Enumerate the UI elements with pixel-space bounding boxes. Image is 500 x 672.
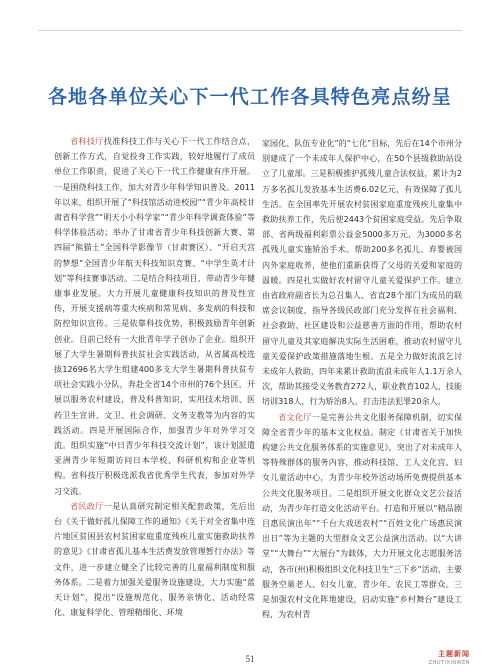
paragraph — [262, 410, 462, 623]
left-column — [54, 134, 255, 621]
article-title: 各地各单位关心下一代工作各具特色亮点纷呈 — [47, 86, 452, 108]
section-keyword: 省民政厅 — [70, 501, 104, 511]
paragraph — [262, 136, 462, 410]
header-rule — [38, 30, 462, 31]
paragraph-text: 一是认真研究制定相关配套政策，先后出台《关于做好孤儿保障工作的通知》《关于对全省集中连片地区贫困县农村贫困家庭重度残疾儿童实施救助扶养的意见》《甘肃省孤儿基本生活费发放管理暂行办法》等文件，进一步建立健全了比较完善的儿童福利制度和服务体系。二是着力加强关爱服务设施建设，大力实施“蓝天计划”，提出“设施规范化、服务亲情化、活动经常化、康复科学化、管理精细化、环境 — [54, 501, 255, 618]
paragraph — [54, 499, 255, 621]
page-number: 51 — [245, 654, 255, 664]
paragraph-text: 找准科技工作与关心下一代工作结合点，创新工作方式，自觉投身工作实践，较好地履行了成员单位工作职责，促进了关心下一代工作健康有序开展。一是围绕科技工作，加大对青少年科学知识普及。2011年以来，组织开展了“科技馆活动进校园”“青少年高校甘肃省科学营”“明天小小科学家”“青少年科学调查体验”等科学体验活动；举办了甘肃省青少年科技创新大赛、第四届“熊猫士”全国科学影像节（甘肃赛区）、“开启天宫的梦想”全国青少年航天科技知识竞赛、“中学生英才计划”等科技赛事活动。二是结合科技项目，带动青少年健康事业发展。大力开展儿童健康科技知识的普及性宣传，开展支援病等重大疾病和常见病、多发病的科技和防控知识宣传。三是依靠科技优势，积极鼓励青年创新创业。目前已经有一大批青年学子创办了企业。组织开展了大学生暑期科普扶贫社会实践活动，从省属高校选拔12696名大学生组建400多支大学生暑期科普扶贫专项社会实践小分队，奔赴全省14个市州的76个县区，开展以服务农村建设，普及科普知识，实用技术培训、医药卫生宣讲、文卫、社会调研、文务支教等为内容的实践活动。四是开展国际合作，加强青少年对外学习交流。组织实施“中日青少年科技交流计划”，该计划派遣亚洲青少年短期访问日本学校、科研机构和企业等机构。省科技厅积极选派我省优秀学生代表，参加对外学习交流。 — [54, 137, 255, 496]
right-column — [262, 136, 462, 623]
section-logo — [429, 650, 470, 668]
section-keyword: 省科技厅 — [70, 137, 104, 146]
paragraph-text: 家园化、队伍专业化”的“七化”目标，先后在14个市州分别建成了一个未成年人保护中心，在50个县级救助站设立了儿童部。三是积极推护孤残儿童合法权益，累计为2万多名孤儿发放基本生活费6.02亿元，有效保障了孤儿生活。在全国率先开展农村贫困家庭重度残疾儿童集中救助扶养工作，先后使2443个贫困家庭受益。先后争取部、省两级福利彩票公益金5000多万元，为3000多名孤残儿童实施矫治手术。帮助200多名孤儿、弃婴被国内外家庭收养，使他们重新获得了父母的关爱和家庭的温暖。四是扎实做好农村留守儿童关爱保护工作。建立由省政府副省长为总召集人、省直28个部门为成员的联席会议制度，指导各级民政部门充分发挥在社会福利、社会救助、社区建设和公益慈善方面的作用，帮助农村留守儿童及其家庭解决实际生活困难，推动农村留守儿童关爱保护政策措施落地生根。五是全力做好流浪乞讨未成年人救助，四年来累计救助流浪未成年人1.1万余人次，帮助其接受义务教育272人，职业教育102人，技能培训318人，行为矫治8人，打击违法犯罪20余人。 — [262, 139, 462, 407]
section-keyword: 省文化厅 — [278, 412, 312, 422]
paragraph — [54, 134, 255, 499]
paragraph-text: 一是完善公共文化服务保障机制，切实保障全省青少年的基本文化权益。制定《甘肃省关于加快构建公共文化服务体系的实施意见》，突出了对未成年人等特殊群体的服务内容，推动科技馆、工人文化宫、妇女儿童活动中心，为青少年校外活动场所免费提供基本公共文化服务项目。二是组织开展文化群众文艺公益活动，为青少年打造文化活动平台。打造和开展以“精品剧目惠民演出年”“千台大戏送农村”“百姓文化广场惠民演出日”等为主题的大型群众文艺公益演出活动。以“大讲堂”“大舞台”“大展台”为载体，大力开展文化志愿服务活动，各市(州)积极组织文化科技卫生“三下乡”活动，主要服务空巢老人、妇女儿童、青少年、农民工等群众。三是加强农村文化阵地建设，启动实施“乡村舞台”建设工程，为农村青 — [262, 412, 463, 620]
logo-text: 主题新闻 — [438, 650, 470, 658]
logo-pinyin: ZHUTIXINWEN — [428, 660, 470, 666]
